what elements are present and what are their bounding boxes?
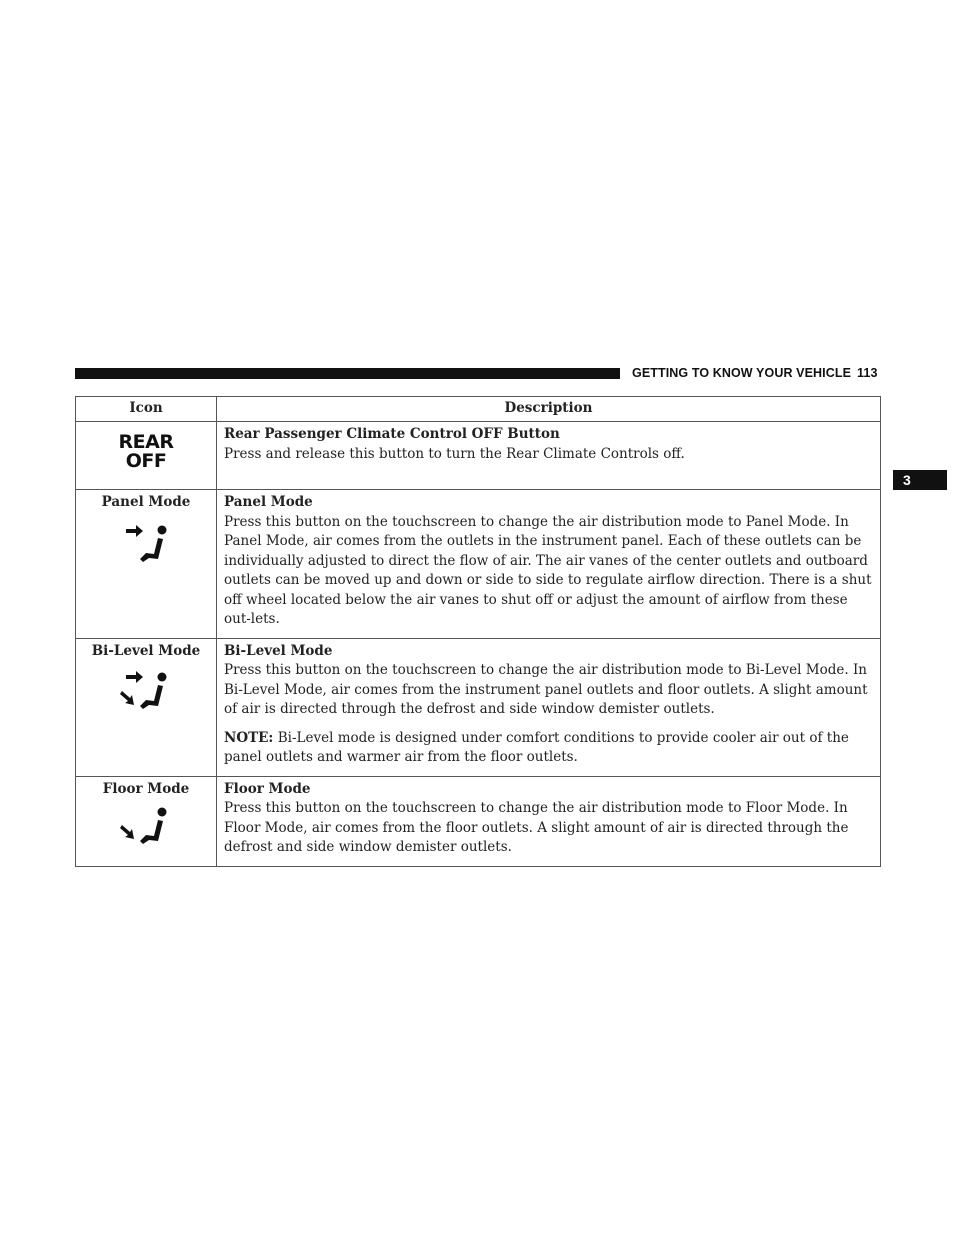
icon-cell [76, 638, 217, 776]
table-row [76, 490, 881, 639]
table-row [76, 638, 881, 776]
note-body: Bi-Level mode is designed under comfort conditions to provide cooler air out of the panel outlets and warmer air from the floor outlets. [224, 729, 849, 765]
panel-mode-icon [116, 517, 176, 567]
bi-level-mode-icon [114, 665, 178, 719]
running-header [632, 366, 878, 380]
rear-off-icon-text-bottom: OFF [125, 450, 167, 472]
climate-controls-table [75, 396, 881, 867]
description-text: Press this button on the touchscreen to change the air distribution mode to Panel Mode. In Panel Mode, air comes from the outlets in the instrument panel. Each of these outlets can be individually adjusted to direct the flow of air. The air vanes of the center outlets and outboard outlets can be moved up and down or side to side to regulate airflow direction. There is a shut off wheel located below the air vanes to shut off or adjust the amount of airflow from these out-lets. [224, 513, 872, 627]
chapter-tab: 3 [893, 470, 947, 490]
table-header-row [76, 397, 881, 422]
icon-name: Panel Mode [101, 494, 191, 510]
rear-off-icon-text-top: REAR [118, 431, 174, 453]
entry-title: Panel Mode [224, 494, 313, 510]
header-rule [75, 368, 620, 379]
icon-name: Bi-Level Mode [91, 642, 201, 659]
page-number: 113 [857, 366, 878, 380]
note-text [224, 729, 874, 768]
icon-cell [76, 422, 217, 490]
table-row [76, 422, 881, 490]
note-label: NOTE: [224, 729, 274, 746]
entry-title: Rear Passenger Climate Control OFF Button [224, 426, 560, 442]
floor-mode-icon [114, 803, 178, 853]
entry-title: Bi-Level Mode [224, 642, 333, 659]
description-cell [217, 638, 881, 776]
description-text: Press this button on the touchscreen to change the air distribution mode to Bi-Level Mode. In Bi-Level Mode, air comes from the instrument panel outlets and floor outlets. A slight amount of air is directed through the defrost and side window demister outlets. [224, 662, 868, 717]
table-row [76, 776, 881, 866]
description-cell [217, 490, 881, 639]
description-text: Press this button on the touchscreen to change the air distribution mode to Floor Mode. In Floor Mode, air comes from the floor outlets. A slight amount of air is directed through the defrost and side window demister outlets. [224, 800, 849, 855]
icon-name: Floor Mode [102, 780, 190, 797]
description-cell [217, 422, 881, 490]
icon-cell [76, 490, 217, 639]
description-text: Press and release this button to turn the Rear Climate Controls off. [224, 445, 685, 462]
description-cell [217, 776, 881, 866]
rear-off-icon [116, 433, 176, 483]
entry-title: Floor Mode [224, 780, 311, 797]
icon-cell [76, 776, 217, 866]
section-title: GETTING TO KNOW YOUR VEHICLE [632, 366, 852, 380]
column-header-icon: Icon [76, 397, 217, 422]
column-header-description: Description [217, 397, 881, 422]
